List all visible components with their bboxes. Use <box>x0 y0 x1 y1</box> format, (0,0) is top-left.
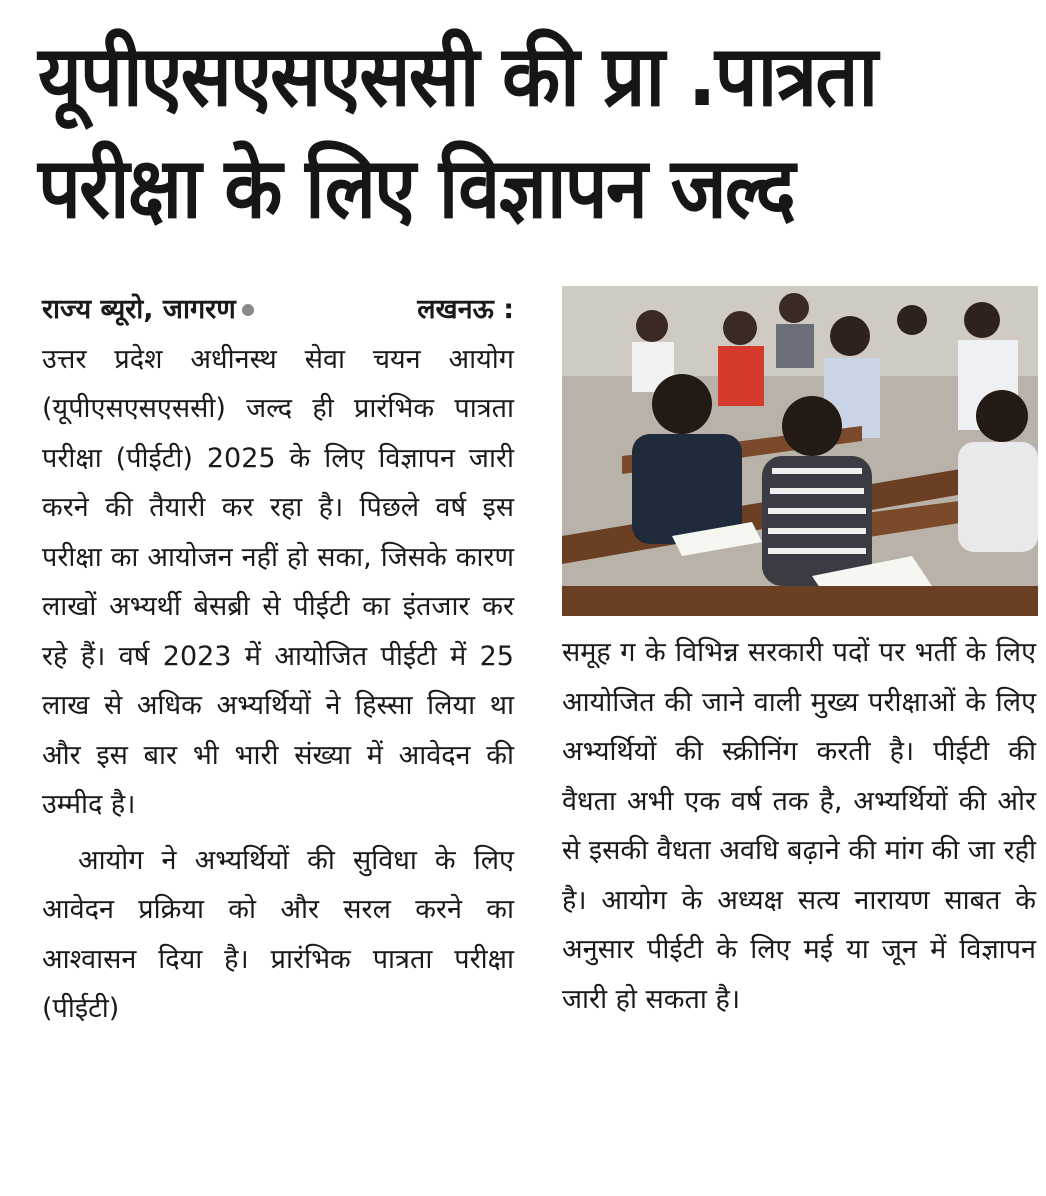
dateline <box>42 285 514 335</box>
exam-hall-photo <box>562 286 1038 616</box>
student-head <box>782 396 842 456</box>
student-head <box>652 374 712 434</box>
article-column-left <box>42 285 514 1034</box>
exam-hall-illustration <box>562 286 1038 616</box>
article-paragraph-1: उत्तर प्रदेश अधीनस्थ सेवा चयन आयोग (यूपीएसएसएससी) जल्द ही प्रारंभिक पात्रता परीक्षा (पीईटी) 2025 के लिए विज्ञापन जारी करने की तैयारी कर रहा है। पिछले वर्ष इस परीक्षा का आयोजन नहीं हो सका, जिसके कारण लाखों अभ्यर्थी बेसब्री से पीईटी का इंतजार कर रहे हैं। वर्ष 2023 में आयोजित पीईटी में 25 लाख से अधिक अभ्यर्थियों ने हिस्सा लिया था और इस बार भी भारी संख्या में आवेदन की उम्मीद है। <box>42 343 514 820</box>
student-head <box>779 293 809 323</box>
front-desk <box>562 586 1038 616</box>
student-body <box>776 324 814 368</box>
student-body <box>958 442 1038 552</box>
article-paragraph-2: आयोग ने अभ्यर्थियों की सुविधा के लिए आवेदन प्रक्रिया को और सरल करने का आश्वासन दिया है। प्रारंभिक पात्रता परीक्षा (पीईटी) <box>42 844 514 1024</box>
headline-line-1: यूपीएसएसएससी की प्रा .पात्रता <box>38 27 877 125</box>
bullet-dot-icon <box>242 304 254 316</box>
student-head <box>976 390 1028 442</box>
dateline-bureau: राज्य ब्यूरो, जागरण <box>42 294 236 325</box>
article-paragraph-3: समूह ग के विभिन्न सरकारी पदों पर भर्ती के लिए आयोजित की जाने वाली मुख्य परीक्षाओं के लिए अभ्यर्थियों की स्क्रीनिंग करती है। पीईटी की वैधता अभी एक वर्ष तक है, अभ्यर्थियों की ओर से इसकी वैधता अवधि बढ़ाने की मांग की जा रही है। आयोग के अध्यक्ष सत्य नारायण साबत के अनुसार पीईटी के लिए मई या जून में विज्ञापन जारी हो सकता है। <box>562 637 1036 1015</box>
student-body <box>718 346 764 406</box>
student-head <box>830 316 870 356</box>
student-head <box>636 310 668 342</box>
dateline-city: लखनऊ : <box>417 294 514 325</box>
headline <box>38 20 938 244</box>
student-head <box>964 302 1000 338</box>
article-column-right <box>562 628 1036 1024</box>
student-body <box>762 456 872 586</box>
student-head <box>897 305 927 335</box>
headline-line-2: परीक्षा के लिए विज्ञापन जल्द <box>38 139 794 237</box>
student-head <box>723 311 757 345</box>
